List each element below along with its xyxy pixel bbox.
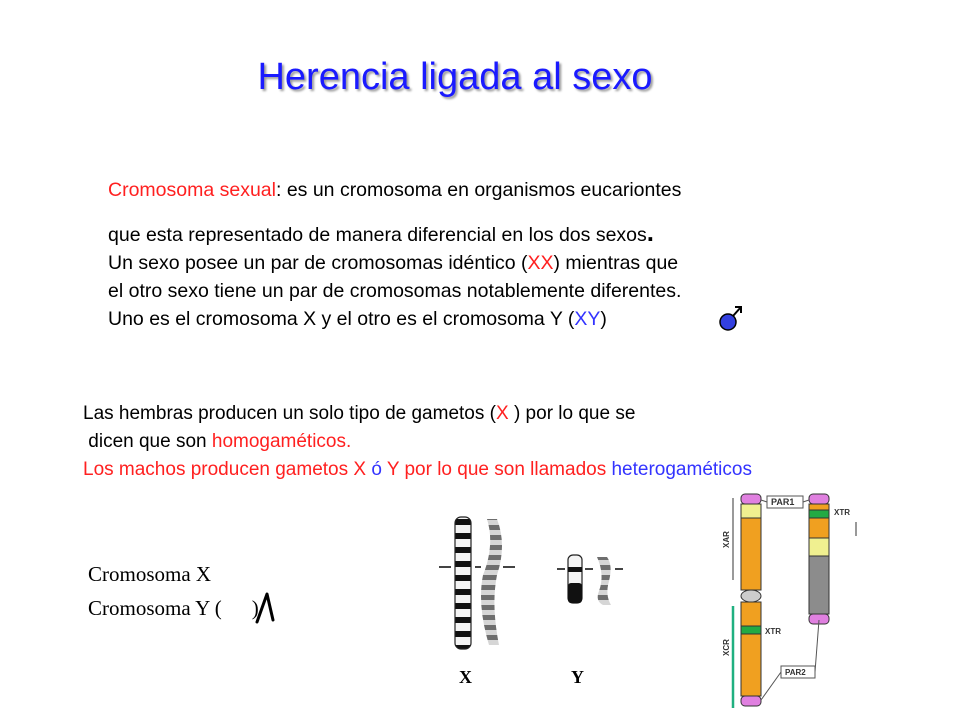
- definition-line-1: [108, 178, 681, 202]
- karyotype-y-caption: Y: [571, 667, 584, 687]
- xx-highlight: XX: [527, 252, 554, 274]
- legend-y-label-a: Cromosoma Y (: [88, 596, 222, 620]
- xtr-mid-label: XTR: [765, 627, 781, 636]
- xtr-top-label: XTR: [834, 508, 850, 517]
- definition-line-3: [108, 251, 678, 275]
- term-homogametic: homogaméticos.: [211, 431, 352, 452]
- xy-structure-diagram: [705, 488, 865, 718]
- gametes-line-2-a: dicen que son: [83, 431, 212, 452]
- definition-line-5: [108, 307, 607, 331]
- xcr-label: XCR: [722, 639, 731, 656]
- par1-label: PAR1: [771, 497, 795, 507]
- term-heterogametic: heterogaméticos: [611, 459, 752, 480]
- male-symbol-small-icon: [253, 590, 279, 624]
- par2-label: PAR2: [785, 668, 806, 677]
- definition-line-5-b: ): [600, 308, 607, 330]
- gametes-line-3: [83, 458, 752, 482]
- gamete-x-highlight: X: [495, 403, 509, 424]
- definition-line-1-text: : es un cromosoma en organismos eucariontes: [275, 179, 682, 201]
- legend-y-label-b: ): [251, 596, 259, 620]
- definition-line-2-text: que esta representado de manera diferencial en los dos sexos: [108, 224, 647, 246]
- legend-y-label: [88, 596, 259, 621]
- x-ideogram: [455, 517, 471, 649]
- legend-x-label: Cromosoma X: [88, 562, 212, 586]
- karyotype-x-caption: X: [459, 667, 472, 687]
- definition-line-3-b: ) mientras que: [553, 252, 679, 274]
- gametes-line-3-o: ó: [371, 459, 382, 480]
- x-chromosome-diagram: [741, 494, 761, 706]
- gametes-line-1-a: Las hembras producen un solo tipo de gametos (: [83, 403, 496, 424]
- xy-highlight: XY: [574, 308, 601, 330]
- y-photo: [597, 557, 611, 605]
- term-sex-chromosome: Cromosoma sexual: [108, 179, 276, 201]
- definition-line-5-a: Uno es el cromosoma X y el otro es el cromosoma Y (: [108, 308, 575, 330]
- page-title: Herencia ligada al sexo: [257, 56, 653, 98]
- gametes-line-1: [83, 402, 635, 426]
- gametes-line-3-b: Y por lo que son llamados: [381, 459, 612, 480]
- definition-line-4: el otro sexo tiene un par de cromosomas notablemente diferentes.: [108, 280, 682, 302]
- y-chromosome-diagram: [809, 494, 829, 624]
- male-symbol-icon: [718, 304, 746, 334]
- karyotype-image: [425, 505, 640, 690]
- xar-label: XAR: [722, 531, 731, 548]
- gametes-line-3-a: Los machos producen gametos X: [83, 459, 372, 480]
- definition-line-2: [108, 217, 654, 247]
- definition-line-2-period: .: [646, 217, 654, 247]
- definition-line-3-a: Un sexo posee un par de cromosomas idéntico (: [108, 252, 528, 274]
- x-photo: [481, 519, 502, 645]
- gametes-line-2: [83, 430, 351, 454]
- gametes-line-1-b: ) por lo que se: [508, 403, 636, 424]
